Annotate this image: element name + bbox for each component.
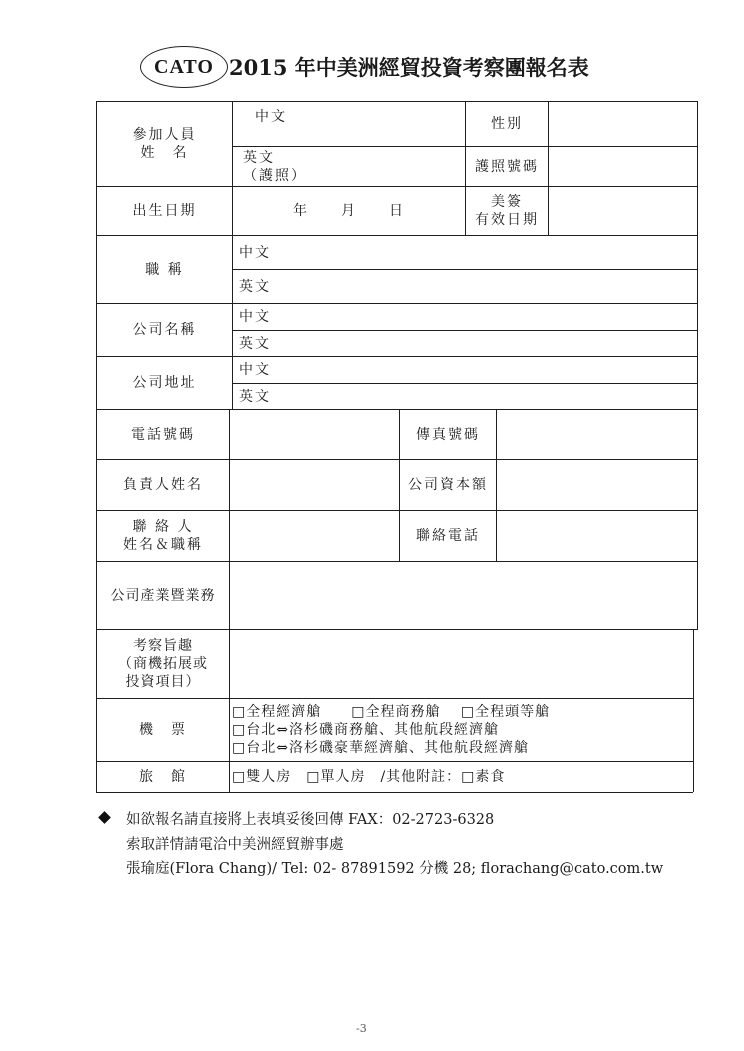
capital-label: 公司資本額: [408, 477, 488, 493]
fax-label: 傳真號碼: [416, 426, 480, 443]
table-border-right-lower: [693, 629, 694, 792]
phone-label: 電話號碼: [131, 426, 195, 443]
logo-text: CATO: [154, 55, 214, 78]
ticket-options: [230, 699, 693, 761]
hotel-label: 旅 館: [139, 769, 187, 785]
gender-label: 性別: [491, 116, 523, 132]
passport-field[interactable]: [549, 147, 697, 186]
visa-field[interactable]: [549, 187, 697, 235]
ticket-label: 機 票: [139, 722, 187, 738]
jobtitle-cn-field[interactable]: 中文: [239, 244, 271, 261]
ticket-option-row[interactable]: □台北⇔洛杉磯豪華經濟艙、其他航段經濟艙: [232, 740, 529, 756]
owner-label: 負責人姓名: [123, 477, 203, 493]
note-contact-detail: 張瑜庭(Flora Chang)/ Tel: 02- 87891592 分機 28; florachang@cato.com.tw: [126, 861, 664, 877]
company-name-cn-field[interactable]: 中文: [239, 309, 271, 325]
birthdate-label: 出生日期: [132, 203, 197, 219]
contact-label: 聯 絡 人 姓名＆職稱: [123, 519, 203, 553]
contact-phone-field[interactable]: [497, 511, 697, 561]
business-field[interactable]: [230, 562, 697, 629]
page-number: -3: [356, 1022, 367, 1035]
note-fax: 如欲報名請直接將上表填妥後回傳 FAX：02-2723-6328: [126, 812, 495, 828]
jobtitle-label: 職 稱: [145, 261, 184, 278]
visa-label: 美簽 有效日期: [475, 194, 539, 228]
passport-label: 護照號碼: [475, 158, 539, 175]
ticket-option-row[interactable]: □台北⇔洛杉磯商務艙、其他航段經濟艙: [232, 722, 499, 738]
company-name-en-field[interactable]: 英文: [239, 335, 271, 352]
business-label: 公司產業暨業務: [110, 587, 216, 604]
gender-field[interactable]: [549, 102, 697, 146]
name-cn-label: 中文: [255, 109, 287, 125]
purpose-field[interactable]: [230, 630, 693, 698]
contact-phone-label: 聯絡電話: [416, 528, 480, 544]
purpose-label: 考察旨趣 （商機拓展或 投資項目）: [118, 638, 208, 690]
fax-field[interactable]: [497, 410, 697, 459]
capital-field[interactable]: [497, 460, 697, 510]
note-contact: 索取詳情請電洽中美洲經貿辦事處: [126, 837, 344, 853]
jobtitle-en-field[interactable]: 英文: [239, 278, 271, 295]
table-border-bottom: [96, 792, 693, 793]
owner-field[interactable]: [230, 460, 399, 510]
phone-field[interactable]: [230, 410, 399, 459]
company-address-label: 公司地址: [132, 375, 197, 391]
participant-label: 參加人員 姓 名: [132, 127, 197, 161]
company-address-cn-field[interactable]: 中文: [239, 362, 271, 378]
table-border-right-upper: [697, 101, 698, 629]
company-name-label: 公司名稱: [132, 322, 197, 338]
birthdate-field[interactable]: 年 月 日: [293, 203, 405, 219]
hotel-options[interactable]: □雙人房 □單人房 /其他附註：□素食: [232, 769, 506, 785]
page-title: 2015 年中美洲經貿投資考察團報名表: [229, 55, 589, 80]
contact-field[interactable]: [230, 511, 399, 561]
name-en-label: 英文 （護照）: [243, 149, 307, 184]
ticket-option-row[interactable]: □全程經濟艙 □全程商務艙 □全程頭等艙: [232, 704, 551, 720]
company-address-en-field[interactable]: 英文: [239, 388, 271, 405]
